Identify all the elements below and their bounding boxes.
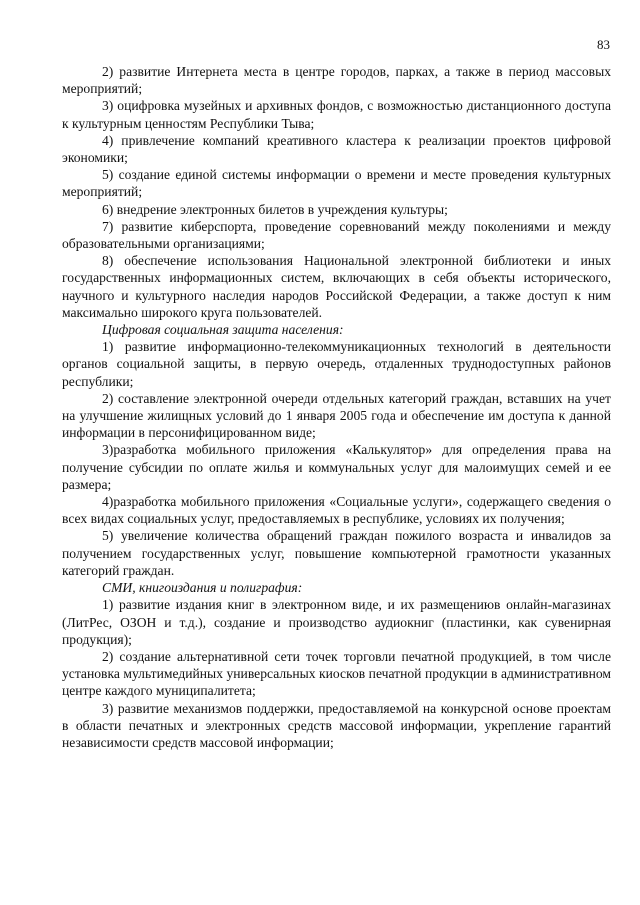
list-item: 5) увеличение количества обращений граждан пожилого возраста и инвалидов за получением государственных услуг, повышение компьютерной грамотности указанных категорий граждан. — [62, 528, 611, 578]
section-heading: Цифровая социальная защита населения: — [102, 322, 344, 338]
list-item: 4) привлечение компаний креативного кластера к реализации проектов цифровой экономики; — [62, 132, 611, 166]
list-item: 2) создание альтернативной сети точек торговли печатной продукцией, в том числе установка мультимедийных универсальных киосков печатной продукции в административном центре каждого муниципалитета; — [62, 648, 611, 699]
list-item: 5) создание единой системы информации о времени и месте проведения культурных мероприятий; — [62, 167, 611, 200]
list-item: 1) развитие издания книг в электронном виде, и их размещениюв онлайн-магазинах (ЛитРес, ОЗОН и т.д.), создание и производство аудиокниг (пластинки, как сувенирная продукция); — [62, 597, 611, 647]
list-item: 3) оцифровка музейных и архивных фондов, с возможностью дистанционного доступа к культурным ценностям Республики Тыва; — [62, 98, 611, 131]
list-item: 4)разработка мобильного приложения «Социальные услуги», содержащего сведения о всех видах социальных услуг, предоставляемых в республике, условиях их получения; — [62, 494, 611, 527]
list-item: 3)разработка мобильного приложения «Калькулятор» для определения права на получение субсидии по оплате жилья и коммунальных услуг для малоимущих семей и ее размера; — [62, 442, 611, 492]
section-heading: СМИ, книгоиздания и полиграфия: — [102, 580, 303, 596]
document-body — [62, 63, 611, 751]
page-number: 83 — [597, 37, 610, 52]
list-item: 6) внедрение электронных билетов в учреждения культуры; — [102, 201, 448, 217]
list-item: 2) составление электронной очереди отдельных категорий граждан, вставших на учет на улучшение жилищных условий до 1 января 2005 года и обеспечение им доступа к данной информации в персонифицированном виде; — [62, 390, 611, 441]
list-item: 2) развитие Интернета места в центре городов, парках, а также в период массовых мероприятий; — [62, 64, 611, 97]
list-item: 3) развитие механизмов поддержки, предоставляемой на конкурсной основе проектам в области печатных и электронных средств массовой информации, укрепление гарантий независимости средств массовой информации; — [62, 700, 611, 750]
list-item: 8) обеспечение использования Национальной электронной библиотеки и иных государственных информационных систем, включающих в себя объекты исторического, научного и культурного наследия народов Российской Федерации, а также доступ к ним максимально широкого круга пользователей. — [62, 253, 611, 320]
list-item: 7) развитие киберспорта, проведение соревнований между поколениями и между образовательными организациями; — [62, 218, 611, 252]
list-item: 1) развитие информационно-телекоммуникационных технологий в деятельности органов социальной защиты, в первую очередь, отдаленных труднодоступных районов республики; — [62, 339, 611, 389]
